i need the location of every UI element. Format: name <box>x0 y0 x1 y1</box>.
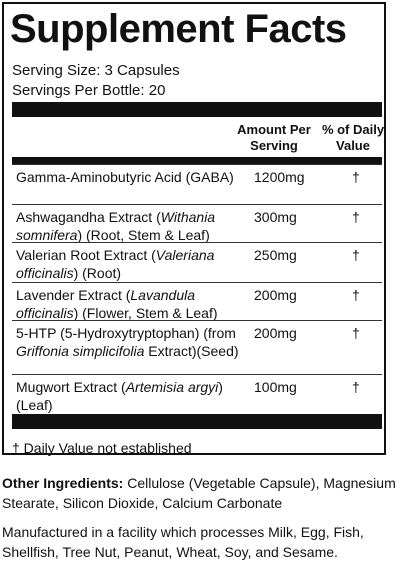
serving-size: Serving Size: 3 Capsules <box>12 62 180 79</box>
daily-value-footnote: † Daily Value not established <box>12 440 192 456</box>
ingredient-name: Ashwagandha Extract (Withania somnifera) (Root, Stem & Leaf) <box>16 209 216 243</box>
ingredient-row <box>12 320 382 374</box>
ingredient-row <box>12 374 382 414</box>
ingredient-name: Gamma-Aminobutyric Acid (GABA) <box>16 169 234 185</box>
amount-header: Amount Per Serving <box>237 122 311 153</box>
ingredient-amount: 1200mg <box>254 169 305 185</box>
ingredient-daily-value: † <box>352 325 360 341</box>
thick-divider-header <box>12 157 382 164</box>
ingredient-name: 5-HTP (5-Hydroxytryptophan) (from Griffonia simplicifolia Extract)(Seed) <box>16 325 239 359</box>
ingredient-name: Lavender Extract (Lavandula officinalis) (Flower, Stem & Leaf) <box>16 287 218 321</box>
daily-value-header: % of Daily Value <box>321 122 385 153</box>
ingredient-name: Mugwort Extract (Artemisia argyi) (Leaf) <box>16 379 223 413</box>
ingredient-amount: 300mg <box>254 209 297 225</box>
ingredient-daily-value: † <box>352 379 360 395</box>
ingredient-row <box>12 204 382 242</box>
other-ingredients-text: Cellulose (Vegetable Capsule), Magnesium Stearate, Silicon Dioxide, Calcium Carbonate <box>2 475 396 511</box>
ingredient-daily-value: † <box>352 247 360 263</box>
ingredient-daily-value: † <box>352 169 360 185</box>
ingredient-row <box>12 164 382 204</box>
other-ingredients <box>2 473 398 513</box>
thick-divider-top <box>12 102 382 117</box>
ingredient-amount: 200mg <box>254 287 297 303</box>
ingredient-daily-value: † <box>352 287 360 303</box>
ingredient-daily-value: † <box>352 209 360 225</box>
ingredient-amount: 100mg <box>254 379 297 395</box>
other-ingredients-label: Other Ingredients: <box>2 475 124 491</box>
thick-divider-bottom <box>12 414 382 429</box>
allergen-statement: Manufactured in a facility which processes Milk, Egg, Fish, Shellfish, Tree Nut, Peanut, Wheat, Soy, and Sesame. <box>2 524 364 560</box>
servings-per-bottle: Servings Per Bottle: 20 <box>12 82 166 99</box>
ingredient-row <box>12 282 382 320</box>
ingredient-row <box>12 242 382 282</box>
panel-title: Supplement Facts <box>10 7 347 51</box>
supplement-facts-panel <box>2 2 386 455</box>
ingredient-name: Valerian Root Extract (Valeriana officinalis) (Root) <box>16 247 215 281</box>
ingredient-amount: 250mg <box>254 247 297 263</box>
ingredient-amount: 200mg <box>254 325 297 341</box>
